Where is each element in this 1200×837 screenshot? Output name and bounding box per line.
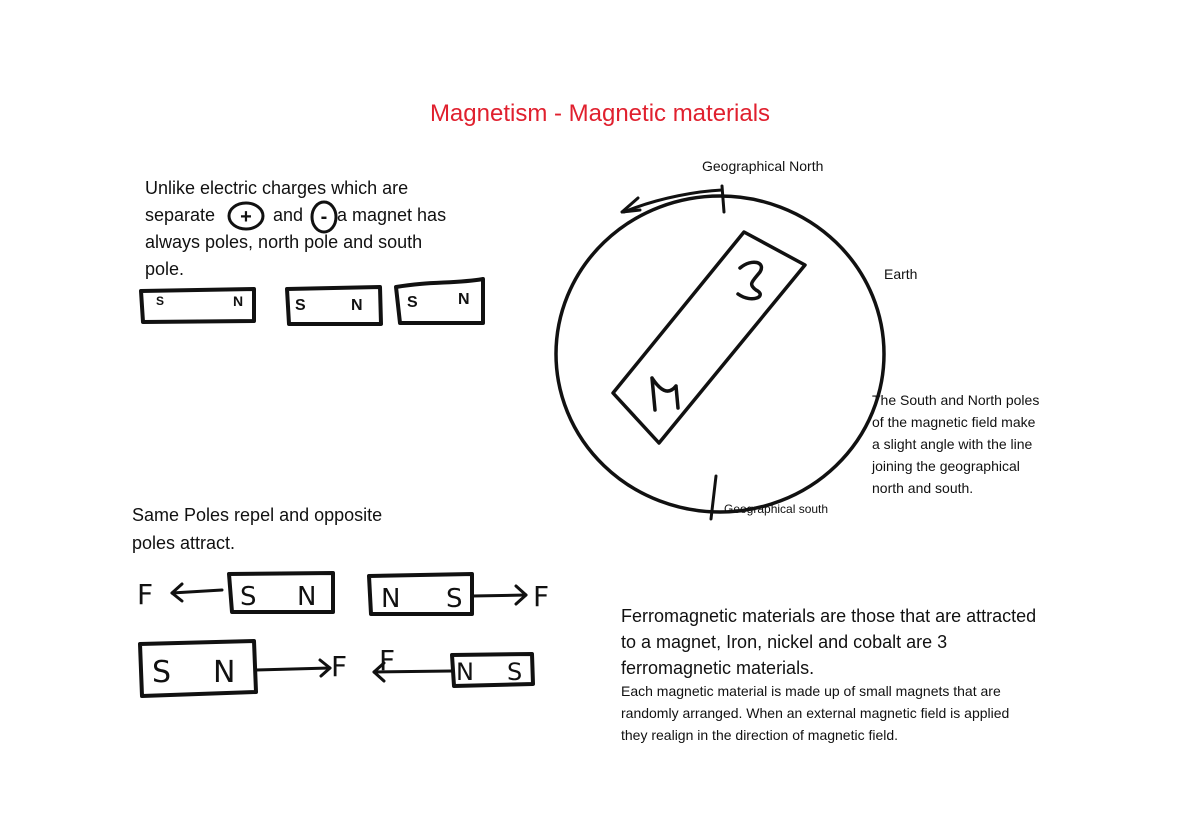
- svg-text:-: -: [320, 206, 328, 228]
- svg-text:N: N: [456, 658, 474, 686]
- svg-text:F: F: [533, 580, 550, 613]
- geographical-north-label: Geographical North: [702, 158, 824, 174]
- svg-text:N: N: [351, 297, 363, 314]
- ferromagnetic-detail-line: Each magnetic material is made up of small magnets that are: [621, 683, 1001, 699]
- intro-line-2-end: a magnet has: [337, 205, 447, 225]
- svg-text:+: +: [240, 206, 252, 228]
- ferromagnetic-detail-line: they realign in the direction of magnetic field.: [621, 727, 899, 743]
- svg-text:N: N: [381, 584, 401, 614]
- svg-text:S: S: [446, 584, 463, 614]
- north-axis-tick: [722, 186, 724, 212]
- svg-text:S: S: [507, 658, 523, 686]
- repel-diagram-right: [369, 574, 549, 614]
- earth-circle: [556, 196, 884, 512]
- bar-magnet: [396, 279, 483, 323]
- svg-text:F: F: [331, 650, 348, 683]
- poles-rule-line-2: poles attract.: [132, 533, 236, 553]
- svg-text:S: S: [407, 294, 418, 311]
- svg-text:S: S: [295, 297, 306, 314]
- ferromagnetic-detail-line: randomly arranged. When an external magnetic field is applied: [621, 705, 1010, 721]
- svg-text:N: N: [213, 655, 236, 690]
- attract-diagram-left: [140, 641, 347, 696]
- intro-line-4: pole.: [145, 259, 185, 279]
- earth-magnet: [613, 232, 805, 443]
- svg-text:S: S: [156, 294, 165, 308]
- bar-magnet: [141, 289, 254, 322]
- minus-charge-icon: [312, 202, 336, 232]
- repel-diagram-left: [137, 573, 333, 612]
- earth-description-line: The South and North poles: [872, 392, 1040, 408]
- bar-magnet: [287, 287, 381, 324]
- poles-rule-line-1: Same Poles repel and opposite: [132, 505, 383, 525]
- intro-line-3: always poles, north pole and south: [145, 232, 423, 252]
- intro-line-2-mid: and: [273, 205, 304, 225]
- earth-description-line: joining the geographical: [872, 458, 1020, 474]
- earth-description-line: north and south.: [872, 480, 974, 496]
- earth-description-line: of the magnetic field make: [872, 414, 1036, 430]
- page-title: Magnetism - Magnetic materials: [429, 100, 771, 127]
- plus-charge-icon: [229, 203, 263, 229]
- earth-description-line: a slight angle with the line: [872, 436, 1033, 452]
- intro-line-2-start: separate: [145, 205, 216, 225]
- ferromagnetic-line-2: to a magnet, Iron, nickel and cobalt are 3: [621, 632, 948, 652]
- attract-diagram-right: [374, 644, 533, 686]
- svg-text:N: N: [297, 582, 317, 612]
- earth-label: Earth: [884, 266, 918, 282]
- ferromagnetic-line-1: Ferromagnetic materials are those that are attracted: [621, 606, 1037, 626]
- svg-text:S: S: [240, 582, 257, 612]
- svg-text:F: F: [137, 578, 154, 611]
- svg-text:S: S: [152, 655, 172, 690]
- intro-line-1: Unlike electric charges which are: [145, 178, 409, 198]
- geographical-south-label: Geographical south: [724, 502, 829, 516]
- svg-text:N: N: [233, 293, 244, 309]
- svg-text:N: N: [458, 291, 470, 308]
- svg-text:F: F: [379, 644, 396, 677]
- ferromagnetic-line-3: ferromagnetic materials.: [621, 658, 815, 678]
